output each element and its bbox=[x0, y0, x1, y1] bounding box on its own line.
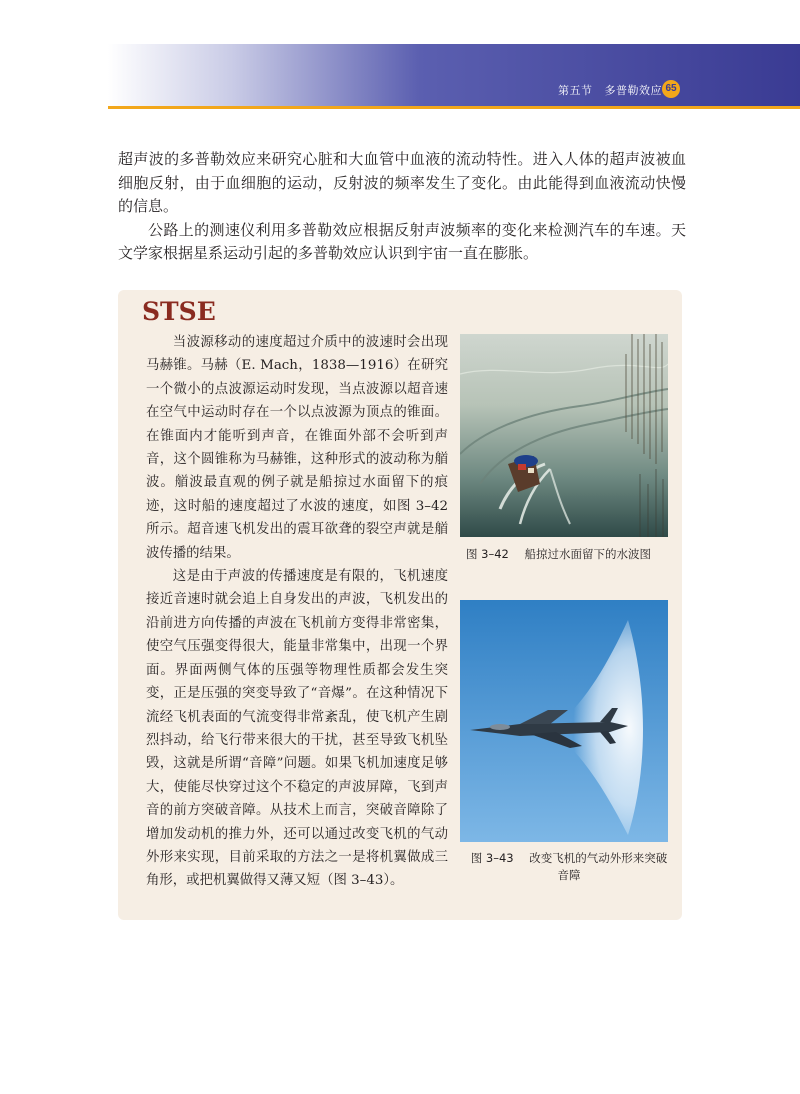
figure-label: 图 3–43 bbox=[470, 851, 514, 865]
jet-sound-barrier-photo bbox=[460, 600, 668, 842]
figure-caption bbox=[466, 850, 672, 884]
figure-label: 图 3–42 bbox=[466, 547, 509, 561]
figure-caption-text: 船掠过水面留下的水波图 bbox=[524, 547, 652, 561]
body-text bbox=[118, 148, 686, 266]
boat-wake-photo bbox=[460, 334, 668, 537]
figure-caption-text: 改变飞机的气动外形来突破音障 bbox=[529, 851, 668, 882]
jet-image bbox=[460, 600, 668, 842]
header-band bbox=[108, 44, 800, 106]
figure-caption bbox=[466, 546, 672, 563]
header-rule bbox=[108, 106, 800, 109]
body-paragraph: 超声波的多普勒效应来研究心脏和大血管中血液的流动特性。进入人体的超声波被血细胞反射，由于血细胞的运动，反射波的频率发生了变化。由此能得到血液流动快慢的信息。 bbox=[118, 150, 686, 215]
page-number: 65 bbox=[662, 80, 680, 98]
boat-wake-image bbox=[460, 334, 668, 537]
running-header bbox=[550, 82, 662, 98]
section-label: 第五节 bbox=[558, 84, 593, 97]
stse-title: STSE bbox=[142, 297, 216, 326]
stse-text bbox=[146, 331, 448, 893]
body-paragraph: 公路上的测速仪利用多普勒效应根据反射声波频率的变化来检测汽车的车速。天文学家根据星系运动引起的多普勒效应认识到宇宙一直在膨胀。 bbox=[118, 220, 686, 262]
stse-paragraph: 当波源移动的速度超过介质中的波速时会出现马赫锥。马赫（E. Mach，1838—1916）在研究一个微小的点波源运动时发现，当点波源以超音速在空气中运动时存在一个以点波源为顶点的锥面。在锥面内才能听到声音，在锥面外部不会听到声音，这个圆锥称为马赫锥，这种形式的波动称为艏波。艏波最直观的例子就是船掠过水面留下的痕迹，这时船的速度超过了水波的速度，如图 3–42 所示。超音速飞机发出的震耳欲聋的裂空声就是艏波传播的结果。 bbox=[146, 335, 448, 561]
stse-paragraph: 这是由于声波的传播速度是有限的，飞机速度接近音速时就会追上自身发出的声波，飞机发出的沿前进方向传播的声波在飞机前方变得非常密集，使空气压强变得很大，能量非常集中，出现一个界面。界面两侧气体的压强等物理性质都会发生突变，正是压强的突变导致了“音爆”。在这种情况下流经飞机表面的气流变得非常紊乱，使飞机产生剧烈抖动，给飞行带来很大的干扰，甚至导致飞机坠毁，这就是所谓“音障”问题。如果飞机加速度足够大，使能尽快穿过这个不稳定的声波屏障，飞到声音的前方突破音障。从技术上而言，突破音障除了增加发动机的推力外，还可以通过改变飞机的气动外形来实现，目前采取的方法之一是将机翼做成三角形，或把机翼做得又薄又短（图 3–43）。 bbox=[146, 569, 448, 889]
chapter-title: 多普勒效应 bbox=[604, 84, 662, 97]
